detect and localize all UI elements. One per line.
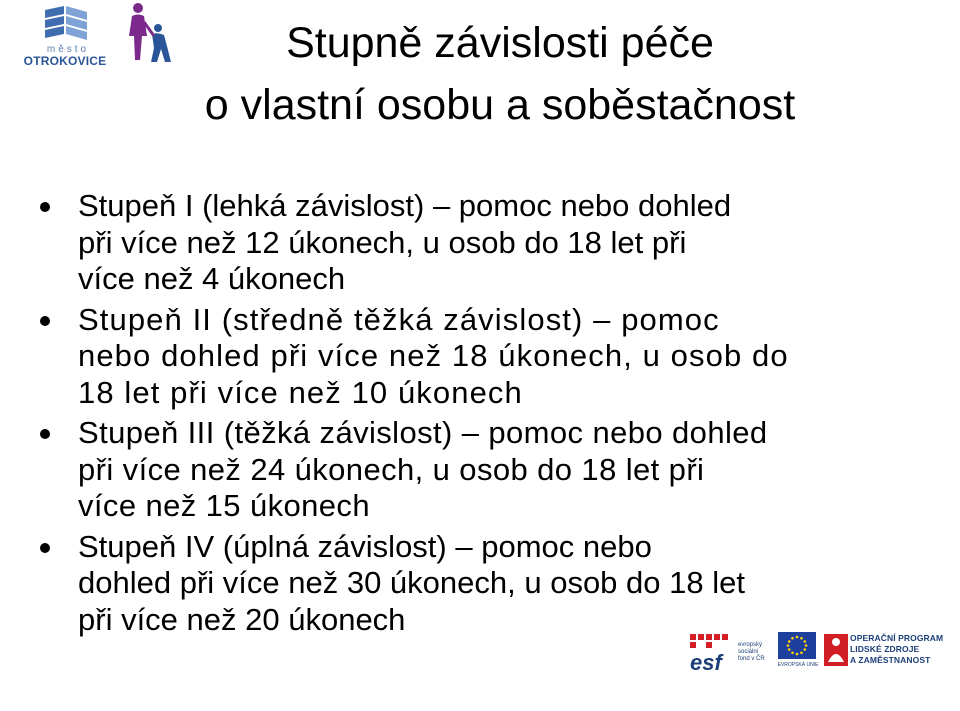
svg-text:esf: esf	[690, 650, 722, 674]
bullet-line: Stupeň I (lehká závislost) – pomoc nebo dohled	[78, 188, 732, 223]
esf-caption	[738, 642, 765, 663]
bullet-line: více než 4 úkonech	[78, 261, 346, 296]
bullet-line: nebo dohled při více než 18 úkonech, u osob do	[78, 338, 789, 373]
bullet-item	[40, 415, 920, 525]
bullet-dot-icon	[40, 202, 50, 212]
page-title	[80, 12, 920, 136]
bullet-item	[40, 188, 920, 298]
bullet-line: při více než 20 úkonech	[78, 601, 406, 637]
bullet-line: více než 15 úkonech	[78, 488, 370, 523]
esf-caption-line: fond v ČR	[738, 656, 765, 662]
bullet-dot-icon	[40, 543, 50, 553]
bullet-dot-icon	[40, 316, 50, 326]
op-lz-logo-icon	[824, 634, 848, 666]
eu-flag-icon	[778, 632, 816, 659]
bullet-dot-icon	[40, 429, 50, 439]
bullet-line: Stupeň IV (úplná závislost) – pomoc nebo	[78, 528, 652, 564]
logo-city-name: OTROKOVICE	[23, 54, 107, 68]
bullet-line: 18 let při více než 10 úkonech	[78, 374, 523, 410]
title-line-1: Stupně závislosti péče	[286, 19, 714, 67]
esf-caption-line: evropský	[738, 642, 763, 648]
esf-caption-line: sociální	[738, 649, 759, 655]
bullet-list	[40, 188, 920, 642]
op-program-text	[850, 633, 950, 666]
bullet-line: dohled při více než 30 úkonech, u osob do 18 let	[78, 565, 745, 600]
op-line: OPERAČNÍ PROGRAM	[850, 633, 944, 643]
eu-caption: EVROPSKÁ UNIE	[777, 662, 819, 668]
bullet-line: Stupeň III (těžká závislost) – pomoc nebo dohled	[78, 415, 768, 450]
footer-logos	[688, 630, 950, 678]
bullet-line: Stupeň II (středně těžká závislost) – pomoc	[78, 301, 720, 337]
bullet-item	[40, 302, 920, 412]
op-line: LIDSKÉ ZDROJE	[850, 644, 920, 654]
bullet-line: při více než 12 úkonech, u osob do 18 let při	[78, 224, 687, 260]
op-line: A ZAMĚSTNANOST	[850, 655, 931, 665]
logo-city-top-text: město	[46, 44, 90, 55]
title-line-2: o vlastní osobu a soběstačnost	[204, 81, 796, 129]
bullet-line: při více než 24 úkonech, u osob do 18 let při	[78, 451, 705, 487]
bullet-item	[40, 529, 920, 639]
